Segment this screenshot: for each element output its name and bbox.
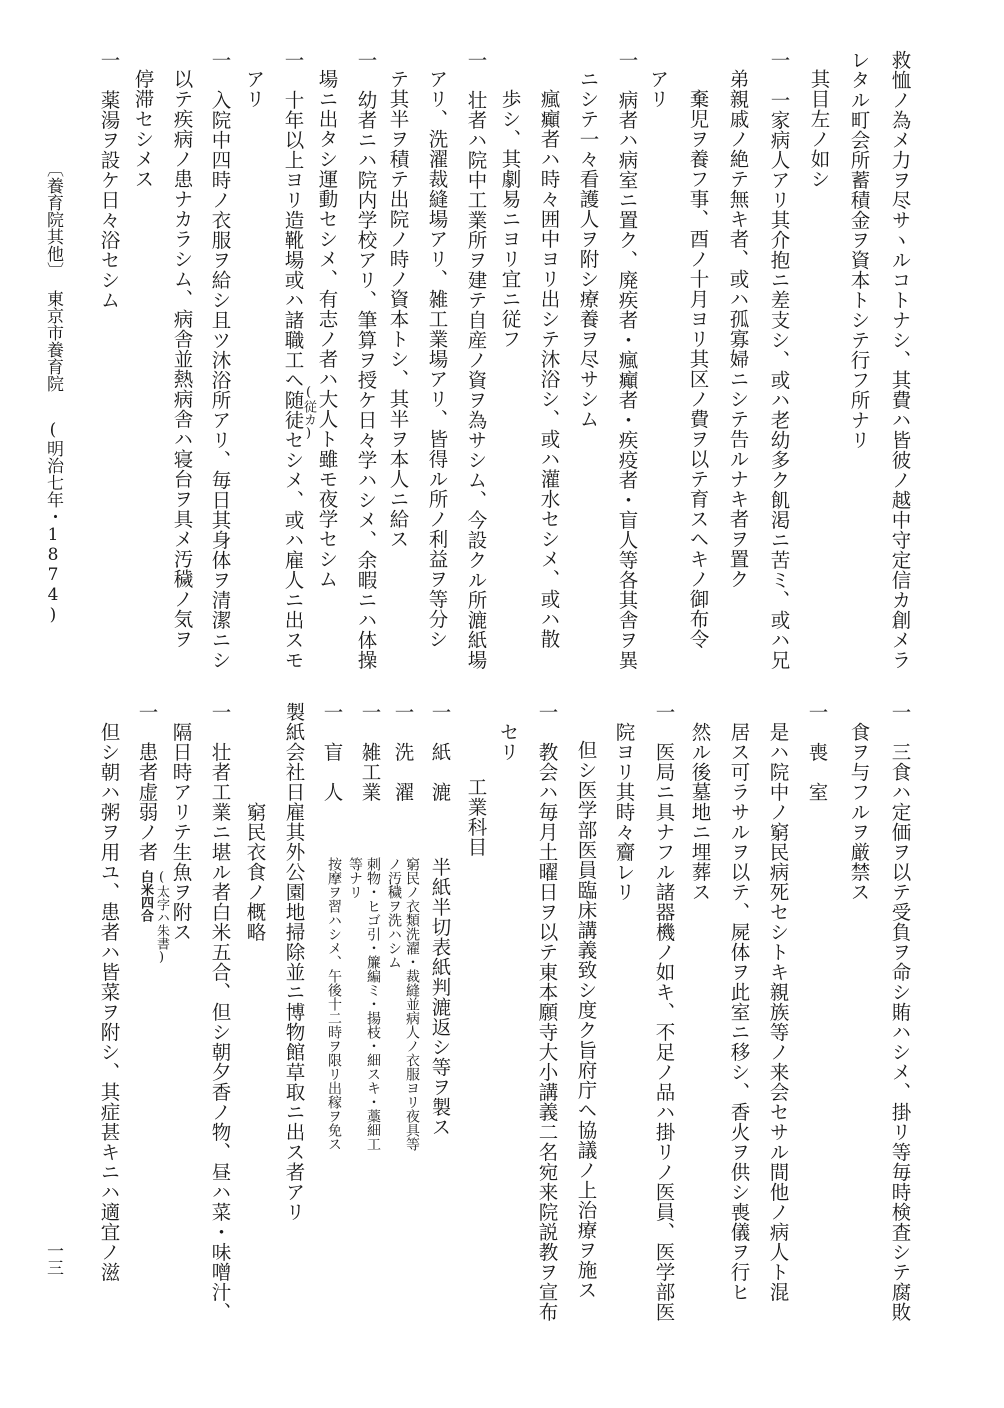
text-column: 按摩ヲ習ハシメ、午後十二時ヲ限リ出稼ヲ免ス	[326, 857, 342, 1151]
text-column: 場ニ出タシ運動セシメ、有志ノ者ハ大人ト雖モ夜学セシム	[315, 69, 339, 589]
text-column: 以テ疾病ノ患ナカラシム、病舎並熱病舎ハ寝台ヲ具メ汚穢ノ気ヲ	[170, 69, 194, 649]
text-column: 一 壮者工業ニ堪ル者白米五合、但シ朝夕香ノ物、昼ハ菜・味噌汁、	[208, 702, 232, 1322]
text-column: 一 雑工業	[358, 702, 382, 802]
text-column: 食ヲ与フルヲ厳禁ス	[847, 722, 871, 902]
text-column: 停滞セシメス	[131, 69, 155, 189]
text-column: ノ汚穢ヲ洗ハシム	[386, 857, 402, 969]
text-column: セリ	[496, 722, 520, 762]
text-column: レタル町会所蓄積金ヲ資本トシテ行フ所ナリ	[847, 50, 871, 450]
text-column: 窮民衣食ノ概略	[243, 802, 267, 942]
text-column: 刺物・ヒゴ引・簾編ミ・揚枝・細スキ・藁細工	[365, 857, 381, 1151]
text-column: 瘋癲者ハ時々囲中ヨリ出シテ沐浴シ、或ハ灌水セシメ、或ハ散	[537, 89, 561, 649]
text-column: 半紙半切表紙判漉返シ等ヲ製ス	[428, 857, 452, 1137]
text-column: 救恤ノ為メ力ヲ尽サヽルコトナシ、其費ハ皆彼ノ越中守定信カ創メラ	[888, 50, 912, 670]
text-column: 一 病者ハ病室ニ置ク、廃疾者・瘋癲者・疾疫者・盲人等各其舎ヲ異	[615, 50, 639, 670]
text-column: 弟親戚ノ絶テ無キ者、或ハ孤寡婦ニシテ告ルナキ者ヲ置ク	[726, 69, 750, 589]
text-column: 隔日時アリテ生魚ヲ附ス	[169, 722, 193, 942]
text-column: 但シ医学部医員臨床講義致シ度ク旨府庁ヘ協議ノ上治療ヲ施ス	[574, 740, 598, 1300]
text-column: 一 十年以上ヨリ造靴場或ハ諸職工ヘ随徒セシメ、或ハ雇人ニ出スモ	[281, 50, 305, 670]
text-column: 但シ朝ハ粥ヲ用ユ、患者ハ皆菜ヲ附シ、其症甚キニハ適宜ノ滋	[97, 722, 121, 1282]
text-column: ニシテ一々看護人ヲ附シ療養ヲ尽サシム	[576, 69, 600, 429]
text-column: 一 幼者ニハ院内学校アリ、筆算ヲ授ケ日々学ハシメ、余暇ニハ体操	[354, 50, 378, 670]
text-column: 製紙会社日雇其外公園地掃除並ニ博物館草取ニ出ス者アリ	[282, 702, 306, 1222]
text-column: 等ナリ	[347, 857, 363, 899]
text-column: 一 薬湯ヲ設ケ日々浴セシム	[97, 50, 121, 310]
text-column: 一 紙 漉	[428, 702, 452, 802]
correction-note: (従カ)	[301, 385, 316, 441]
text-column: 一 患者虚弱ノ者	[135, 702, 159, 862]
text-column: アリ	[646, 69, 670, 109]
text-column: 其目左ノ如シ	[807, 69, 831, 189]
text-column: 一 洗 濯	[391, 702, 415, 802]
text-column: 是ハ院中ノ窮民病死セシトキ親族等ノ来会セサル間他ノ病人ト混	[766, 722, 790, 1302]
text-column: 棄児ヲ養フ事、酉ノ十月ヨリ其区ノ費ヲ以テ育スヘキノ御布令	[686, 89, 710, 649]
page-number: 一三	[43, 1242, 63, 1276]
source-category: 〔養育院其他〕	[43, 160, 63, 279]
text-column: 一 一家病人アリ其介抱ニ差支シ、或ハ老幼多ク飢渇ニ苦ミ、或ハ兄	[767, 50, 791, 670]
text-column: 居ス可ラサルヲ以テ、屍体ヲ此室ニ移シ、香火ヲ供シ喪儀ヲ行ヒ	[727, 722, 751, 1302]
text-column: テ其半ヲ積テ出院ノ時ノ資本トシ、其半ヲ本人ニ給ス	[386, 69, 410, 549]
text-column: 一 医局ニ具ナフル諸器機ノ如キ、不足ノ品ハ掛リノ医員、医学部医	[652, 702, 676, 1322]
text-column: アリ、洗濯裁縫場アリ、雑工業場アリ、皆得ル所ノ利益ヲ等分シ	[425, 69, 449, 649]
rice-red: 白米四合	[138, 870, 153, 922]
text-column: 窮民ノ衣類洗濯・裁縫並病人ノ衣服ヨリ夜具等	[404, 857, 420, 1151]
text-column: 工業科目	[464, 777, 488, 857]
text-column: 一 盲 人	[320, 702, 344, 802]
text-column: 一 壮者ハ院中工業所ヲ建テ自産ノ資ヲ為サシム、今設クル所漉紙場	[464, 50, 488, 670]
text-column: 歩シ、其劇易ニヨリ宜ニ従フ	[498, 89, 522, 349]
text-column: 一 教会ハ毎月土曜日ヲ以テ東本願寺大小講義二名宛来院説教ヲ宣布	[535, 702, 559, 1322]
text-column: 一 喪 室	[805, 702, 829, 802]
text-column: 然ル後墓地ニ埋葬ス	[688, 722, 712, 902]
source-era: (明治七年・1874)	[43, 420, 63, 625]
text-column: 一 入院中四時ノ衣服ヲ給シ且ツ沐浴所アリ、毎日其身体ヲ清潔ニシ	[208, 50, 232, 670]
rice-note: (太字ハ朱書)	[154, 870, 169, 965]
text-column: 院ヨリ其時々齎レリ	[612, 722, 636, 902]
source-name: 東京市養育院	[43, 290, 63, 392]
text-column: アリ	[242, 69, 266, 109]
text-column: 一 三食ハ定価ヲ以テ受負ヲ命シ賄ハシメ、掛リ等毎時検査シテ腐敗	[888, 702, 912, 1322]
